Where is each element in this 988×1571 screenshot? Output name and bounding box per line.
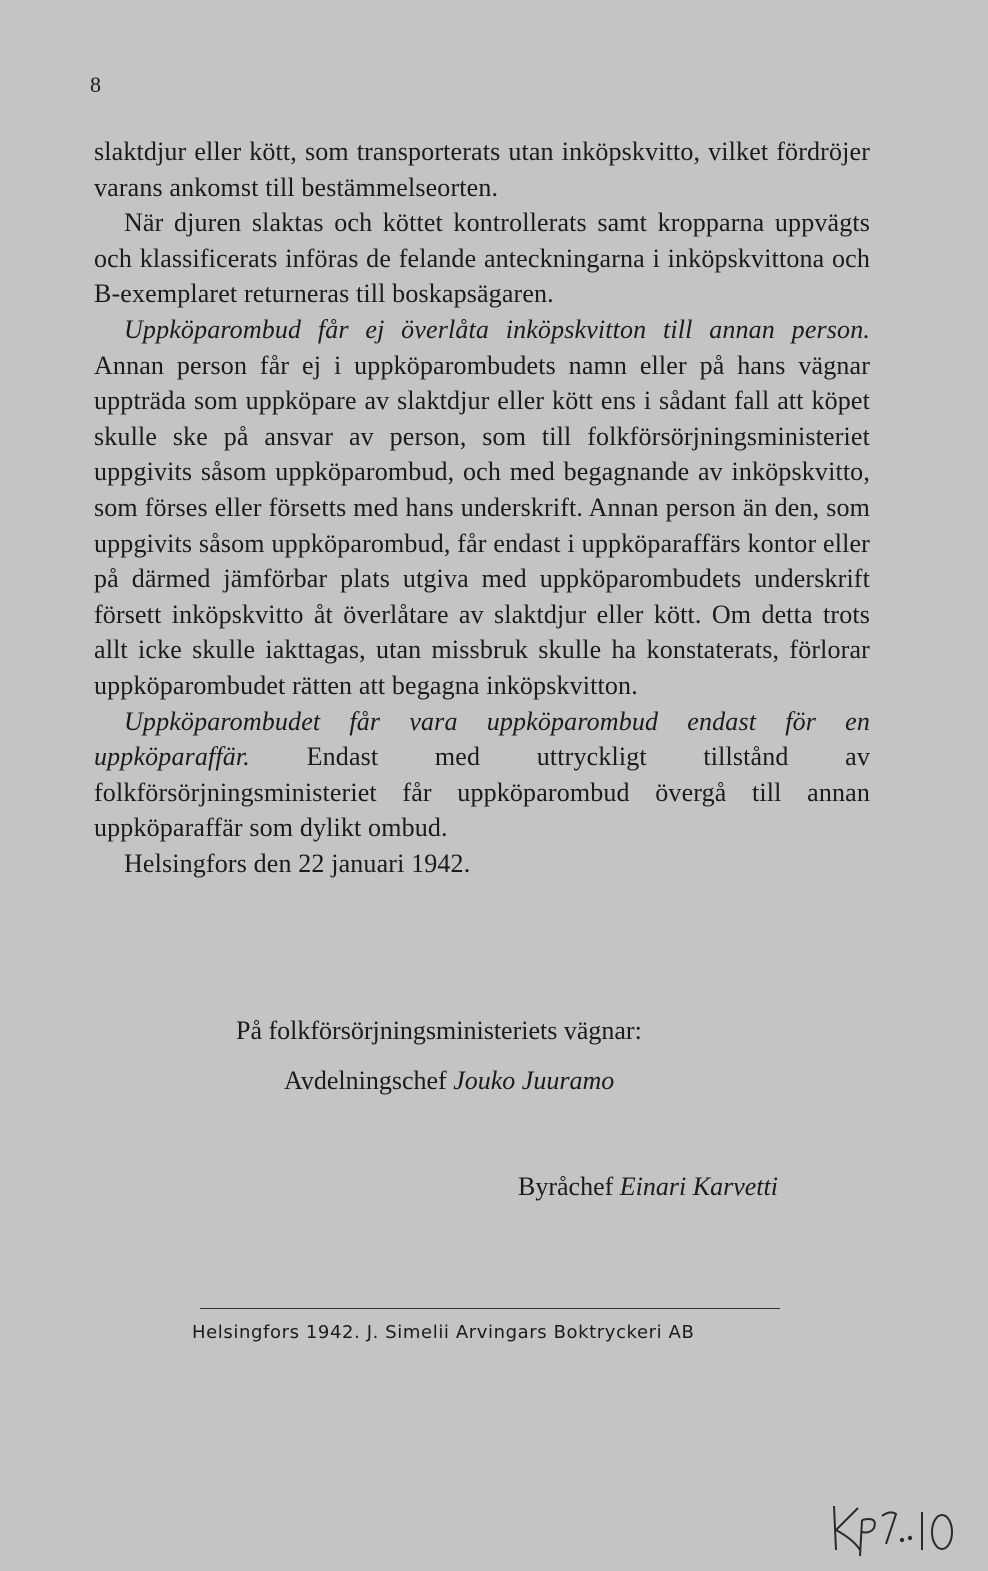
paragraph-single-agency: [94, 704, 870, 846]
document-body: [94, 134, 870, 881]
paragraph-continuation: slaktdjur eller kött, som transporterats utan inköpskvitto, vilket fördröjer varans ankomst till bestämmelseorten.: [94, 137, 870, 202]
signature-on-behalf: På folkförsörjningsministeriets vägnar:: [236, 1016, 642, 1045]
paragraph-single-agency-heading: Uppköparombudet får vara uppköparombud endast för en uppköparaffär.: [94, 706, 870, 772]
paragraph-slaughter: När djuren slaktas och köttet kontrollerats samt kropparna uppvägts och klassificerats införas de felande anteckningarna i inköpskvittona och B-exemplaret returneras till boskapsägaren.: [94, 208, 870, 309]
signature-bureau: [518, 1172, 778, 1202]
head-name: Jouko Juuramo: [453, 1066, 615, 1095]
paragraph-transfer-text: Annan person får ej i uppköparombudets namn eller på hans vägnar uppträda som uppköpare av slaktdjur eller kött ens i sådant fall att köpet skulle ske på ansvar av person, som till folkförsörjningsministeriet uppgivits såsom uppköparombud, och med begagnande av inköpskvitto, som förses eller försetts med hans underskrift. Annan person än den, som uppgivits såsom uppköparombud, får endast i uppköparaffärs kontor eller på därmed jämförbar plats utgiva med uppköparombudets underskrift försett inköpskvitto åt överlåtare av slaktdjur eller kött. Om detta trots allt icke skulle iakttagas, utan missbruk skulle ha konstaterats, förlorar uppköparombudet rätten att begagna inköpskvitton.: [94, 350, 870, 700]
paragraph-single-agency-text: Endast med uttryckligt tillstånd av folkförsörjningsministeriet får uppköparombud övergå till annan uppköparaffär som dylikt ombud.: [94, 742, 870, 843]
signature-head: [284, 1066, 614, 1096]
head-title: Avdelningschef: [284, 1066, 447, 1095]
place-date: Helsingfors den 22 januari 1942.: [124, 848, 471, 878]
printer-imprint: Helsingfors 1942. J. Simelii Arvingars Boktryckeri AB: [192, 1322, 695, 1343]
page-number: 8: [90, 72, 101, 97]
handwritten-mark: [830, 1500, 960, 1556]
bureau-name: Einari Karvetti: [619, 1172, 778, 1201]
paragraph-transfer: [94, 312, 870, 704]
footer-rule: [200, 1308, 780, 1309]
bureau-title: Byråchef: [518, 1172, 614, 1201]
paragraph-transfer-heading: Uppköparombud får ej överlåta inköpskvitton till annan person.: [124, 314, 870, 344]
